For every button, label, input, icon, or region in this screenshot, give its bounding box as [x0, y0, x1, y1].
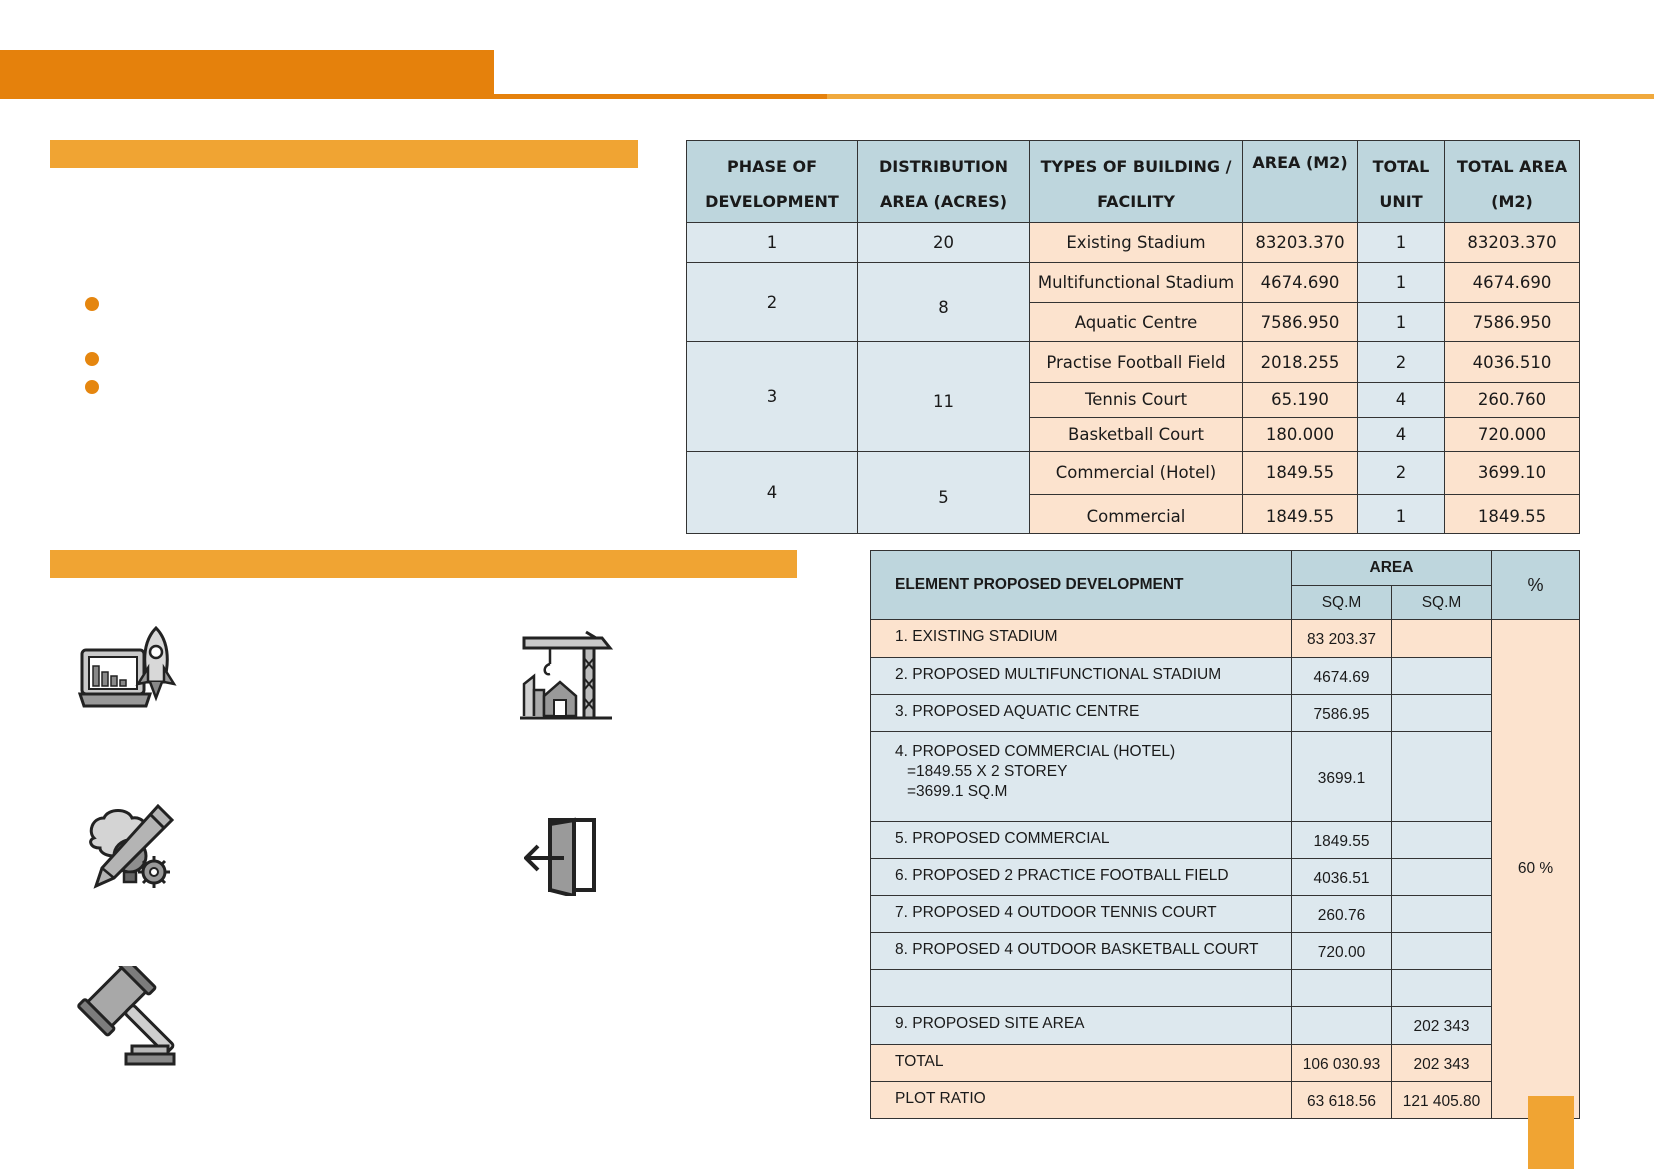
gavel-icon — [74, 966, 178, 1068]
construction-crane-icon — [520, 630, 614, 722]
brain-pencil-gear-icon — [84, 804, 176, 896]
table-row — [871, 1081, 1580, 1118]
sqm-value-2 — [1392, 895, 1492, 932]
total-area-cell: 260.760 — [1445, 382, 1580, 417]
sqm-value-1: 83 203.37 — [1292, 620, 1392, 657]
header-sqm-2: SQ.M — [1392, 586, 1492, 620]
element-label: 3. PROPOSED AQUATIC CENTRE — [871, 694, 1292, 731]
sqm-value-2 — [1392, 620, 1492, 657]
acres-cell: 5 — [858, 451, 1030, 533]
header-accent-bar — [0, 50, 494, 99]
header-distribution: DISTRIBUTION AREA (ACRES) — [858, 141, 1030, 223]
area-cell: 180.000 — [1243, 417, 1358, 451]
building-type-cell: Multifunctional Stadium — [1030, 263, 1243, 303]
element-label — [871, 970, 1292, 1007]
building-type-cell: Existing Stadium — [1030, 223, 1243, 263]
unit-cell: 1 — [1358, 263, 1445, 303]
sqm-value-1 — [1292, 1007, 1392, 1044]
table-row — [871, 731, 1580, 821]
unit-cell: 2 — [1358, 451, 1445, 494]
element-label: 7. PROPOSED 4 OUTDOOR TENNIS COURT — [871, 895, 1292, 932]
element-development-table — [870, 550, 1580, 1119]
table-row — [871, 822, 1580, 858]
header-total-area: TOTAL AREA (M2) — [1445, 141, 1580, 223]
sqm-value-2 — [1392, 822, 1492, 858]
sqm-value-1: 1849.55 — [1292, 822, 1392, 858]
unit-cell: 1 — [1358, 303, 1445, 342]
table-row — [687, 223, 1580, 263]
table-row — [687, 342, 1580, 382]
sqm-value-2 — [1392, 858, 1492, 895]
header-rule-dark — [494, 94, 827, 99]
total-area-cell: 720.000 — [1445, 417, 1580, 451]
total-area-cell: 3699.10 — [1445, 451, 1580, 494]
phase-cell: 2 — [687, 263, 858, 342]
element-label: 2. PROPOSED MULTIFUNCTIONAL STADIUM — [871, 657, 1292, 694]
table-row — [871, 895, 1580, 932]
area-cell: 1849.55 — [1243, 451, 1358, 494]
element-label: 8. PROPOSED 4 OUTDOOR BASKETBALL COURT — [871, 932, 1292, 969]
unit-cell: 1 — [1358, 223, 1445, 263]
element-label: 5. PROPOSED COMMERCIAL — [871, 822, 1292, 858]
table-row — [871, 694, 1580, 731]
element-label: PLOT RATIO — [871, 1081, 1292, 1118]
building-type-cell: Aquatic Centre — [1030, 303, 1243, 342]
building-type-cell: Tennis Court — [1030, 382, 1243, 417]
unit-cell: 4 — [1358, 382, 1445, 417]
phase-cell: 1 — [687, 223, 858, 263]
acres-cell: 20 — [858, 223, 1030, 263]
header-building-type: TYPES OF BUILDING / FACILITY — [1030, 141, 1243, 223]
phase-cell: 4 — [687, 451, 858, 533]
sqm-value-1: 7586.95 — [1292, 694, 1392, 731]
table-row — [871, 1044, 1580, 1081]
element-label: 6. PROPOSED 2 PRACTICE FOOTBALL FIELD — [871, 858, 1292, 895]
unit-cell: 2 — [1358, 342, 1445, 382]
header-sqm-1: SQ.M — [1292, 586, 1392, 620]
exit-door-icon — [524, 816, 600, 896]
area-cell: 2018.255 — [1243, 342, 1358, 382]
table-row — [871, 932, 1580, 969]
element-label: TOTAL — [871, 1044, 1292, 1081]
corner-accent-block — [1528, 1096, 1574, 1169]
sqm-value-1: 3699.1 — [1292, 731, 1392, 821]
total-area-cell: 1849.55 — [1445, 494, 1580, 533]
element-label: 9. PROPOSED SITE AREA — [871, 1007, 1292, 1044]
sqm-value-2 — [1392, 932, 1492, 969]
total-area-cell: 83203.370 — [1445, 223, 1580, 263]
building-type-cell: Basketball Court — [1030, 417, 1243, 451]
element-label: 4. PROPOSED COMMERCIAL (HOTEL) — [895, 742, 1176, 760]
sqm-value-1: 106 030.93 — [1292, 1044, 1392, 1081]
header-area: AREA (M2) — [1243, 141, 1358, 223]
element-label: 1. EXISTING STADIUM — [871, 620, 1292, 657]
sqm-value-2: 202 343 — [1392, 1044, 1492, 1081]
area-cell: 7586.950 — [1243, 303, 1358, 342]
bullet-point — [85, 352, 99, 366]
header-total-unit: TOTAL UNIT — [1358, 141, 1445, 223]
area-cell: 65.190 — [1243, 382, 1358, 417]
bullet-point — [85, 297, 99, 311]
header-area: AREA — [1292, 551, 1492, 586]
area-cell: 4674.690 — [1243, 263, 1358, 303]
element-sub-line: =1849.55 X 2 STOREY — [907, 762, 1068, 780]
sqm-value-1: 4036.51 — [1292, 858, 1392, 895]
header-rule-light — [827, 94, 1654, 99]
section-bar-upper — [50, 140, 638, 168]
table-row — [871, 1007, 1580, 1044]
laptop-rocket-chart-icon — [78, 624, 178, 720]
table-row — [871, 620, 1580, 657]
sqm-value-1 — [1292, 970, 1392, 1007]
sqm-value-1: 720.00 — [1292, 932, 1392, 969]
bullet-point — [85, 380, 99, 394]
phase-cell: 3 — [687, 342, 858, 451]
acres-cell: 8 — [858, 263, 1030, 342]
element-label-multiline — [871, 731, 1292, 821]
section-bar-lower — [50, 550, 797, 578]
building-type-cell: Commercial (Hotel) — [1030, 451, 1243, 494]
sqm-value-1: 63 618.56 — [1292, 1081, 1392, 1118]
sqm-value-2 — [1392, 657, 1492, 694]
table-header-row — [871, 551, 1580, 586]
total-area-cell: 4674.690 — [1445, 263, 1580, 303]
acres-cell: 11 — [858, 342, 1030, 451]
sqm-value-1: 260.76 — [1292, 895, 1392, 932]
element-sub-line: =3699.1 SQ.M — [907, 782, 1008, 800]
table-row — [871, 657, 1580, 694]
table-row — [687, 451, 1580, 494]
sqm-value-2 — [1392, 694, 1492, 731]
header-element: ELEMENT PROPOSED DEVELOPMENT — [871, 551, 1292, 620]
phase-development-table — [686, 140, 1580, 534]
building-type-cell: Commercial — [1030, 494, 1243, 533]
total-area-cell: 4036.510 — [1445, 342, 1580, 382]
sqm-value-2 — [1392, 970, 1492, 1007]
unit-cell: 4 — [1358, 417, 1445, 451]
table-row — [687, 263, 1580, 303]
table-row — [871, 970, 1580, 1007]
sqm-value-2 — [1392, 731, 1492, 821]
header-percent: % — [1492, 551, 1580, 620]
sqm-value-2: 121 405.80 — [1392, 1081, 1492, 1118]
sqm-value-2: 202 343 — [1392, 1007, 1492, 1044]
table-header-row — [687, 141, 1580, 223]
total-area-cell: 7586.950 — [1445, 303, 1580, 342]
unit-cell: 1 — [1358, 494, 1445, 533]
header-phase: PHASE OF DEVELOPMENT — [687, 141, 858, 223]
area-cell: 83203.370 — [1243, 223, 1358, 263]
building-type-cell: Practise Football Field — [1030, 342, 1243, 382]
percent-value: 60 % — [1492, 620, 1580, 1119]
sqm-value-1: 4674.69 — [1292, 657, 1392, 694]
area-cell: 1849.55 — [1243, 494, 1358, 533]
table-row — [871, 858, 1580, 895]
